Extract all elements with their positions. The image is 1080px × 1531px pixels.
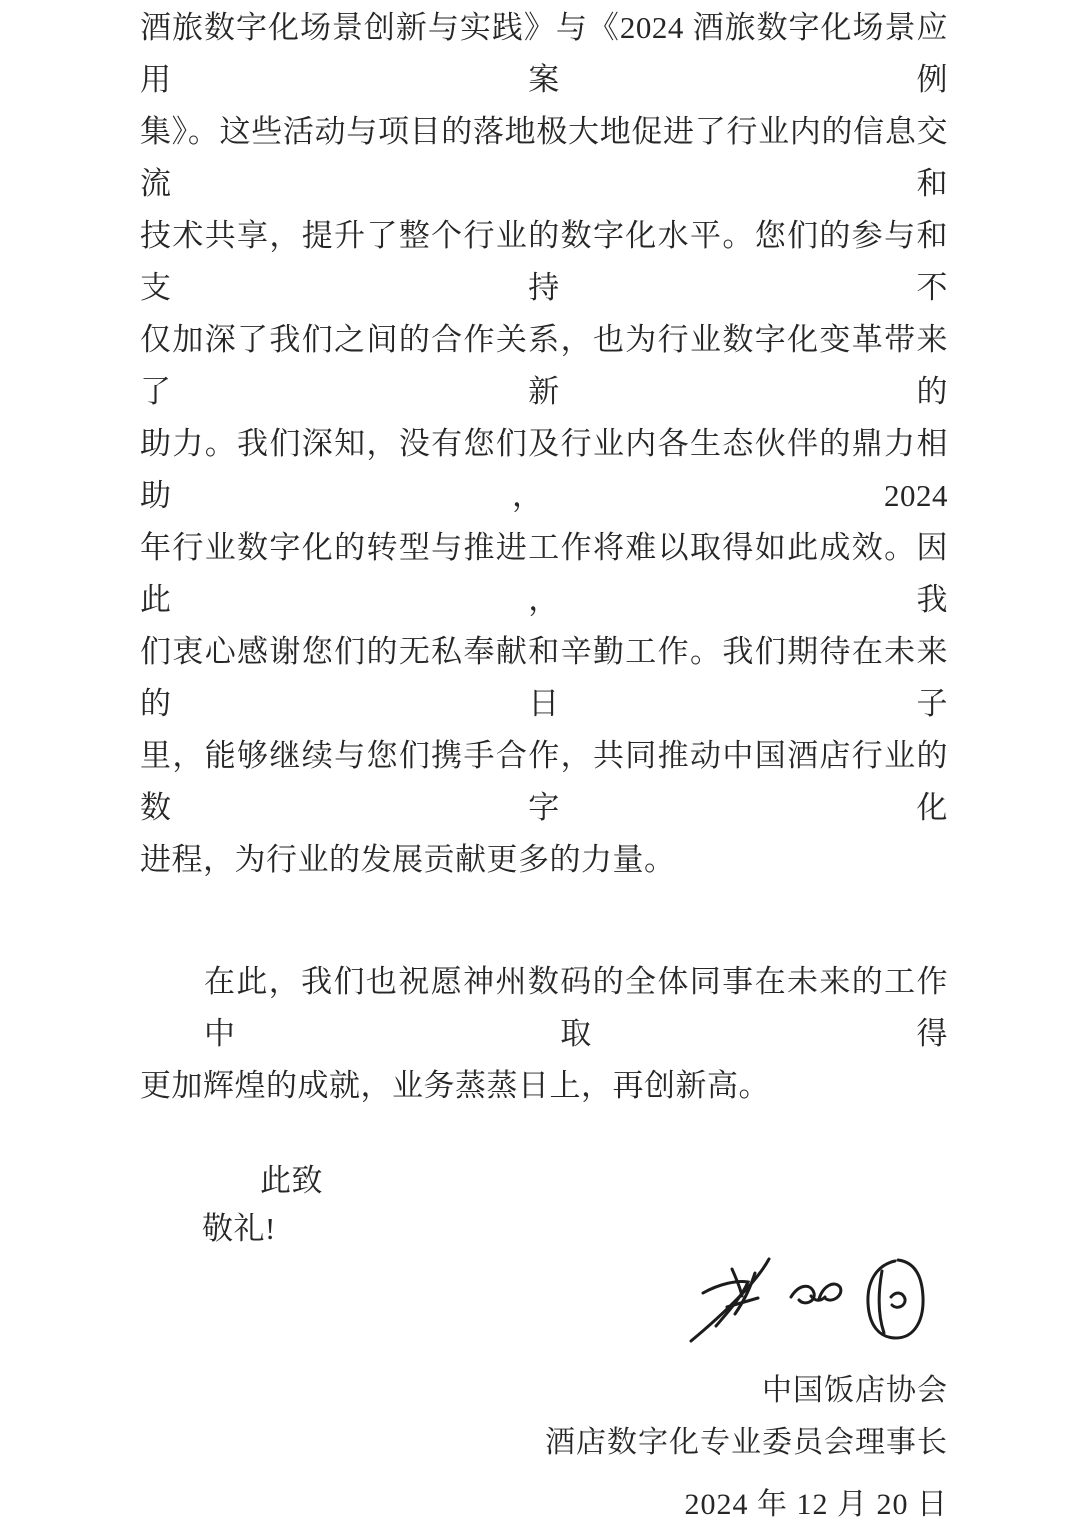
handwritten-signature-icon (685, 1253, 937, 1345)
body-line: 在此，我们也祝愿神州数码的全体同事在未来的工作中取得 (204, 964, 948, 1051)
closing-regards: 敬礼! (202, 1211, 276, 1246)
signer-title: 酒店数字化专业委员会理事长 (545, 1426, 948, 1459)
body-line: 进程，为行业的发展贡献更多的力量。 (140, 842, 676, 877)
closing-salute: 此致 (260, 1163, 323, 1198)
body-line: 更加辉煌的成就，业务蒸蒸日上，再创新高。 (140, 1068, 770, 1103)
body-line: 助力。我们深知，没有您们及行业内各生态伙伴的鼎力相助，2024 (140, 426, 948, 513)
body-line: 技术共享，提升了整个行业的数字化水平。您们的参与和支持不 (140, 218, 948, 305)
body-line: 酒旅数字化场景创新与实践》与《2024 酒旅数字化场景应用案例 (140, 10, 948, 97)
paragraph-2 (140, 956, 948, 1112)
signature-row (140, 1253, 948, 1348)
signature-block (140, 1365, 948, 1531)
organization-name: 中国饭店协会 (762, 1374, 948, 1407)
body-line: 里，能够继续与您们携手合作，共同推动中国酒店行业的数字化 (140, 738, 948, 825)
letter-date: 2024 年 12 月 20 日 (684, 1488, 948, 1521)
body-line: 集》。这些活动与项目的落地极大地促进了行业内的信息交流和 (140, 114, 948, 201)
body-line: 仅加深了我们之间的合作关系，也为行业数字化变革带来了新的 (140, 322, 948, 409)
body-line: 们衷心感谢您们的无私奉献和辛勤工作。我们期待在未来的日子 (140, 634, 948, 721)
letter-content (140, 2, 948, 1531)
paragraph-1 (140, 2, 948, 886)
body-line: 年行业数字化的转型与推进工作将难以取得如此成效。因此，我 (140, 530, 948, 617)
